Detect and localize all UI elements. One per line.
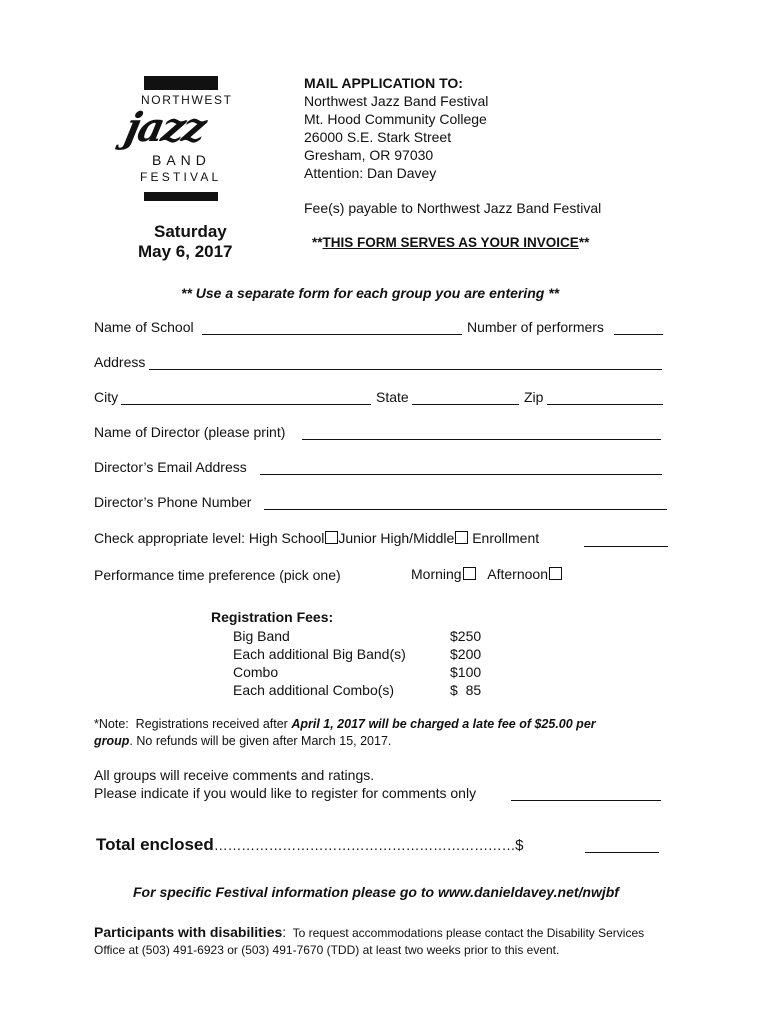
comments-line2: Please indicate if you would like to register for comments only <box>94 785 477 801</box>
label-address: Address <box>94 354 146 370</box>
invoice-text: THIS FORM SERVES AS YOUR INVOICE <box>322 235 579 250</box>
total-row <box>96 835 524 855</box>
morning-checkbox[interactable] <box>463 567 476 580</box>
late-fee-note <box>94 716 674 750</box>
logo-band: BAND <box>152 152 211 168</box>
disabilities-text1: To request accommodations please contact the Disability Services <box>286 926 645 940</box>
label-afternoon: Afternoon <box>487 566 548 582</box>
total-dots: ………………………………………………………… <box>213 837 516 853</box>
disabilities-note <box>94 924 694 959</box>
mail-heading: MAIL APPLICATION TO: <box>304 75 463 91</box>
invoice-notice <box>312 235 589 250</box>
label-zip: Zip <box>524 389 544 405</box>
label-school: Name of School <box>94 319 194 335</box>
label-performers: Number of performers <box>467 319 604 335</box>
note-part1: *Note: Registrations received after <box>94 717 292 731</box>
mail-block <box>304 74 488 182</box>
fees-payable: Fee(s) payable to Northwest Jazz Band Festival <box>304 200 602 216</box>
fee-label: Big Band <box>233 628 290 644</box>
note-part3: group <box>94 734 130 748</box>
logo-jazz: jazz <box>121 104 209 151</box>
fee-row <box>233 645 493 663</box>
disabilities-text2: Office at (503) 491-6923 or (503) 491-7670 (TDD) at least two weeks prior to this event. <box>94 943 560 957</box>
school-input-line[interactable] <box>202 334 462 335</box>
fee-label: Each additional Combo(s) <box>233 682 395 698</box>
city-input-line[interactable] <box>121 404 371 405</box>
fee-label: Each additional Big Band(s) <box>233 646 406 662</box>
fee-row <box>233 663 493 681</box>
mail-line: Northwest Jazz Band Festival <box>304 93 489 109</box>
total-label: Total enclosed <box>96 835 214 854</box>
comments-input-line[interactable] <box>511 800 661 801</box>
note-part2: April 1, 2017 will be charged a late fee of $25.00 per <box>291 717 596 731</box>
fee-price: $200 <box>450 646 482 662</box>
level-row <box>94 530 539 546</box>
registration-list <box>233 627 493 699</box>
label-morning: Morning <box>411 566 462 582</box>
event-day: Saturday <box>154 222 227 241</box>
registration-heading: Registration Fees: <box>211 609 334 625</box>
label-state: State <box>376 389 409 405</box>
mail-line: Attention: Dan Davey <box>304 165 437 181</box>
label-junior: Junior High/Middle <box>338 530 455 546</box>
enrollment-input-line[interactable] <box>584 546 668 547</box>
separate-form-note: ** Use a separate form for each group you are entering ** <box>181 285 560 301</box>
label-email: Director’s Email Address <box>94 459 247 475</box>
logo-bottom-bar <box>144 192 218 201</box>
disabilities-label: Participants with disabilities <box>94 924 283 940</box>
mail-line: Gresham, OR 97030 <box>304 147 434 163</box>
address-input-line[interactable] <box>149 369 662 370</box>
label-performance: Performance time preference (pick one) <box>94 567 341 583</box>
fee-price: $100 <box>450 664 482 680</box>
label-city: City <box>94 389 119 405</box>
label-level: Check appropriate level: High School <box>94 530 325 546</box>
time-options <box>411 566 562 582</box>
disabilities-colon: : <box>282 924 287 940</box>
fee-label: Combo <box>233 664 279 680</box>
fee-price: $250 <box>450 628 482 644</box>
afternoon-checkbox[interactable] <box>549 567 562 580</box>
zip-input-line[interactable] <box>547 404 663 405</box>
total-currency: $ <box>515 837 524 854</box>
note-part4: . No refunds will be given after March 15, 2017. <box>129 734 392 748</box>
logo-northwest: NORTHWEST <box>141 93 233 107</box>
invoice-suffix: ** <box>578 235 590 250</box>
email-input-line[interactable] <box>260 474 662 475</box>
state-input-line[interactable] <box>412 404 519 405</box>
mail-line: 26000 S.E. Stark Street <box>304 129 452 145</box>
junior-high-checkbox[interactable] <box>455 531 468 544</box>
invoice-prefix: ** <box>312 235 323 250</box>
festival-info: For specific Festival information please go to www.danieldavey.net/nwjbf <box>133 884 619 900</box>
director-input-line[interactable] <box>302 439 661 440</box>
logo-festival: FESTIVAL <box>140 170 222 184</box>
logo-top-bar <box>144 76 218 90</box>
mail-line: Mt. Hood Community College <box>304 111 487 127</box>
phone-input-line[interactable] <box>264 509 667 510</box>
performers-input-line[interactable] <box>614 334 663 335</box>
high-school-checkbox[interactable] <box>325 531 338 544</box>
fee-row <box>233 681 493 699</box>
label-enrollment: Enrollment <box>472 530 540 546</box>
fee-row <box>233 627 493 645</box>
total-input-line[interactable] <box>585 852 659 853</box>
label-director: Name of Director (please print) <box>94 424 286 440</box>
fee-price: $ 85 <box>450 682 482 698</box>
label-phone: Director’s Phone Number <box>94 494 252 510</box>
event-date: May 6, 2017 <box>138 242 233 261</box>
comments-line1: All groups will receive comments and ratings. <box>94 767 375 783</box>
